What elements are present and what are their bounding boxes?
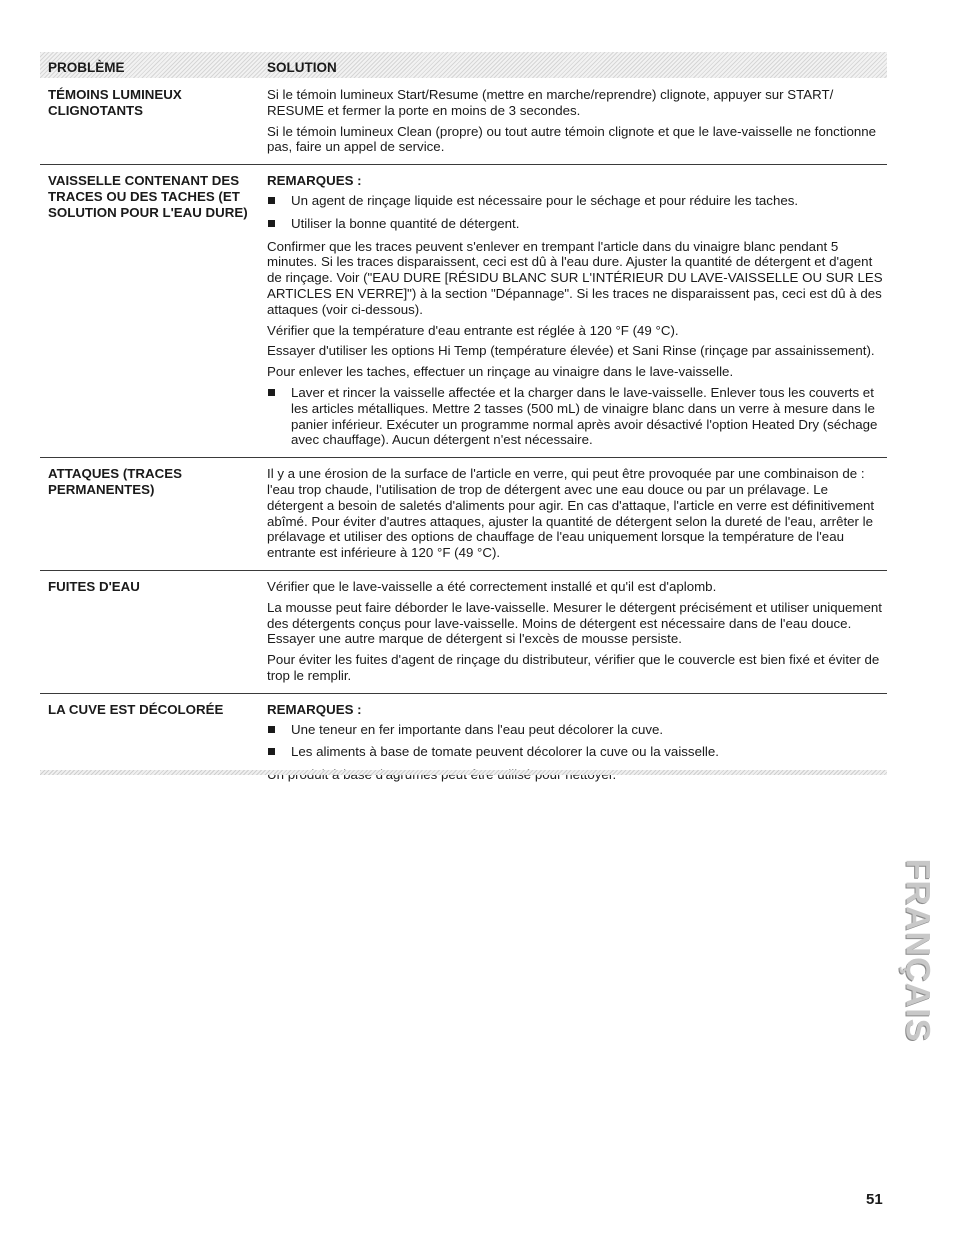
square-bullet-icon xyxy=(268,726,275,733)
solution-paragraph: Pour enlever les taches, effectuer un rinçage au vinaigre dans le lave-vaisselle. xyxy=(267,364,734,380)
solution-paragraph: Si le témoin lumineux Start/Resume (mettre en marche/reprendre) clignote, appuyer sur START/ RESUME et fermer la porte en moins de 3 secondes. xyxy=(267,87,834,118)
header-problem: PROBLÈME xyxy=(48,60,125,75)
problem-cell: LA CUVE EST DÉCOLORÉE xyxy=(48,701,224,717)
solution-cell xyxy=(267,87,887,155)
notes-heading: REMARQUES : xyxy=(267,701,362,717)
square-bullet-icon xyxy=(268,389,275,396)
solution-cell xyxy=(267,579,887,684)
solution-paragraph: Vérifier que le lave-vaisselle a été correctement installé et qu'il est d'aplomb. xyxy=(267,578,717,594)
page-number: 51 xyxy=(866,1191,883,1208)
problem-cell: ATTAQUES (TRACES PERMANENTES) xyxy=(48,466,182,497)
solution-paragraph: Essayer d'utiliser les options Hi Temp (température élevée) et Sani Rinse (rinçage par assainissement). xyxy=(267,343,875,359)
bullet-text: Une teneur en fer importante dans l'eau peut décolorer la cuve. xyxy=(291,721,664,737)
solution-cell xyxy=(267,173,887,448)
table-body xyxy=(40,78,887,789)
table-row xyxy=(40,458,887,571)
bullet-item xyxy=(267,722,887,738)
bullet-text: Laver et rincer la vaisselle affectée et la charger dans le lave-vaisselle. Enlever tous les couverts et les articles métalliques. Mettre 2 tasses (500 mL) de vinaigre blanc dans un verre à mesure dans le panier inférieur. Exécuter un programme normal après avoir désactivé l'option Heated Dry (séchage avec chauffage). Aucun détergent n'est nécessaire. xyxy=(291,384,878,448)
troubleshooting-table xyxy=(40,52,887,789)
bullet-item xyxy=(267,744,887,760)
solution-paragraph: La mousse peut faire déborder le lave-vaisselle. Mesurer le détergent précisément et utiliser uniquement des détergents conçus pour lave-vaisselle. Moins de détergent est nécessaire dans de l'eau douce. Essayer une autre marque de détergent si l'excès de mousse persiste. xyxy=(267,599,882,647)
table-row xyxy=(40,78,887,165)
square-bullet-icon xyxy=(268,220,275,227)
bullet-text: Les aliments à base de tomate peuvent décolorer la cuve ou la vaisselle. xyxy=(291,744,719,760)
table-bottom-bar xyxy=(40,770,887,775)
solution-paragraph: Confirmer que les traces peuvent s'enlever en trempant l'article dans du vinaigre blanc pendant 5 minutes. Si les traces disparaissent, ceci est dû à l'eau dure. Ajuster la quantité de détergent et d'agent de rinçage. Voir ("EAU DURE [RÉSIDU BLANC SUR L'INTÉRIEUR DU LAVE-VAISSELLE OU SUR LES ARTICLES EN VERRE]") à la section "Dépannage". Si les traces ne disparaissent pas, ceci est dû à des attaques (voir ci-dessous). xyxy=(267,238,883,317)
solution-cell xyxy=(267,466,887,561)
problem-cell: VAISSELLE CONTENANT DES TRACES OU DES TACHES (ET SOLUTION POUR L'EAU DURE) xyxy=(48,173,248,220)
solution-paragraph: Si le témoin lumineux Clean (propre) ou tout autre témoin clignote et que le lave-vaisselle ne fonctionne pas, faire un appel de service. xyxy=(267,123,877,155)
square-bullet-icon xyxy=(268,197,275,204)
language-side-tab xyxy=(898,844,937,1056)
bullet-item xyxy=(267,216,887,232)
language-label: FRANÇAIS xyxy=(898,858,937,1042)
table-row xyxy=(40,571,887,694)
problem-cell: TÉMOINS LUMINEUX CLIGNOTANTS xyxy=(48,87,182,118)
problem-cell: FUITES D'EAU xyxy=(48,578,140,594)
solution-paragraph: Il y a une érosion de la surface de l'article en verre, qui peut être provoquée par une combinaison de : l'eau trop chaude, l'utilisation de trop de détergent avec une eau douce ou par un prélavage. Le détergent a besoin de saletés d'aliments pour agir. En cas d'attaque, l'article en verre est définitivement abîmé. Pour éviter d'autres attaques, ajuster la quantité de détergent selon la dureté de l'eau, arrêter le prélavage et utiliser des options de chauffage de l'eau uniquement lorsque la température de l'eau entrante est inférieure à 120 °F (49 °C). xyxy=(267,466,875,561)
notes-heading: REMARQUES : xyxy=(267,173,362,189)
solution-paragraph: Pour éviter les fuites d'agent de rinçage du distributeur, vérifier que le couvercle est bien fixé et éviter de trop le remplir. xyxy=(267,652,880,683)
bullet-text: Un agent de rinçage liquide est nécessaire pour le séchage et pour réduire les taches. xyxy=(291,192,799,208)
table-row xyxy=(40,165,887,458)
table-header xyxy=(40,52,887,78)
bullet-item xyxy=(267,385,887,448)
header-solution: SOLUTION xyxy=(267,60,337,75)
solution-paragraph: Vérifier que la température d'eau entrante est réglée à 120 °F (49 °C). xyxy=(267,322,679,338)
bullet-text: Utiliser la bonne quantité de détergent. xyxy=(291,215,520,231)
bullet-item xyxy=(267,193,887,209)
square-bullet-icon xyxy=(268,748,275,755)
